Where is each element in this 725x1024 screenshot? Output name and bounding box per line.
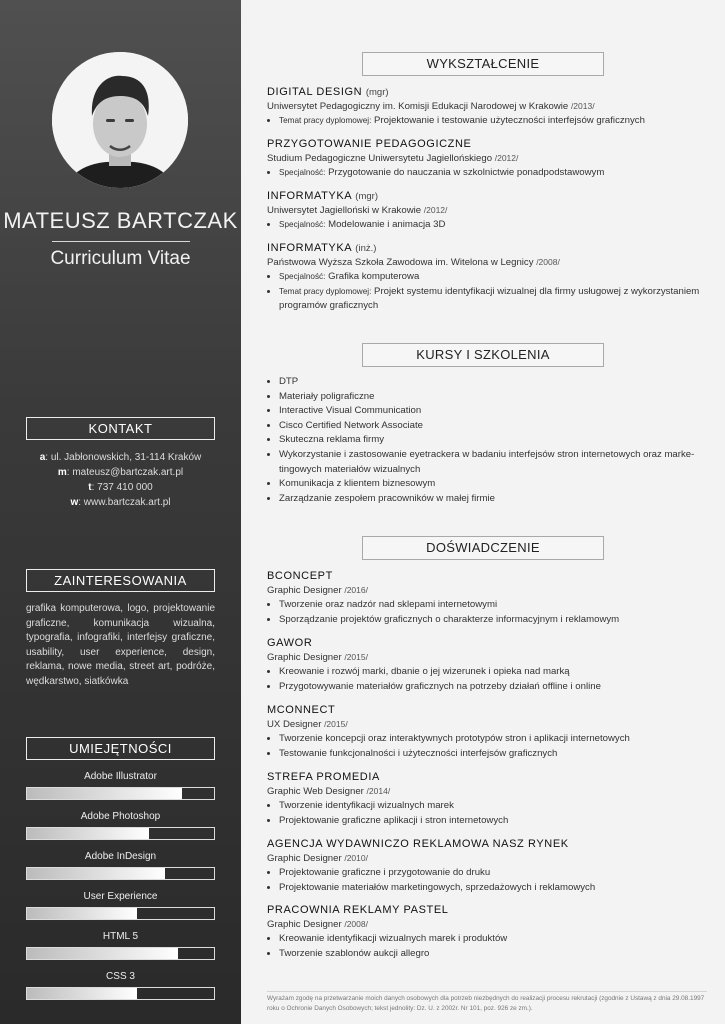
name-divider bbox=[52, 241, 190, 242]
company-name: PRACOWNIA REKLAMY PASTEL bbox=[267, 904, 449, 916]
job-role: Graphic Designer bbox=[267, 919, 342, 930]
job-duty: • Tworzenie oraz nadzór nad sklepami internetowymi bbox=[279, 598, 707, 613]
education-title: INFORMATYKA bbox=[267, 242, 352, 254]
contact-value[interactable]: : www.bartczak.art.pl bbox=[78, 497, 171, 508]
contact-key: m bbox=[57, 467, 67, 478]
education-year: /2012/ bbox=[423, 205, 448, 215]
contact-value[interactable]: : 737 410 000 bbox=[91, 482, 153, 493]
education-degree: (inż.) bbox=[355, 243, 377, 254]
company-name: BCONCEPT bbox=[267, 570, 333, 582]
experience-heading: DOŚWIADCZENIE bbox=[362, 536, 604, 560]
skill-bar-fill bbox=[27, 868, 165, 879]
education-year: /2012/ bbox=[494, 153, 519, 163]
contact-key: w bbox=[70, 497, 79, 508]
courses-list bbox=[267, 375, 707, 506]
skill-bar-fill bbox=[27, 948, 178, 959]
job-duty: • Tworzenie koncepcji oraz interaktywnych prototypów stron i aplikacji internetowych bbox=[279, 732, 707, 747]
education-school: Uniwersytet Jagielloński w Krakowie bbox=[267, 205, 422, 216]
contact-value: : ul. Jabłonowskich, 31-114 Kraków bbox=[45, 452, 202, 463]
course-item: • Zarządzanie zespołem pracowników w małej firmie bbox=[279, 492, 707, 507]
skill-label: Adobe Photoshop bbox=[80, 811, 161, 822]
job-role: Graphic Web Designer bbox=[267, 786, 364, 797]
company-name: STREFA PROMEDIA bbox=[267, 771, 380, 783]
experience-entry bbox=[267, 637, 707, 694]
education-detail: • Temat pracy dyplomowej: Projektowanie i testowanie użyteczności interfejsów graficznych bbox=[279, 114, 707, 129]
job-duty: • Projektowanie materiałów marketingowych, sprzedażowych i reklamowych bbox=[279, 881, 707, 896]
skill-bar bbox=[26, 787, 215, 800]
job-duty: • Projektowanie graficzne aplikacji i stron internetowych bbox=[279, 814, 707, 829]
skill-bar-fill bbox=[27, 828, 149, 839]
person-name: MATEUSZ BARTCZAK bbox=[3, 208, 238, 233]
interests-text: grafika komputerowa, logo, projektowanie graficzne, komunikacja wizualna, typografia, infografiki, interfejsy graficzne, usability, user experience, design, reklama, nowe media, street art, podróże, wędkarstwo, siatkówka bbox=[26, 603, 215, 687]
courses-heading: KURSY I SZKOLENIA bbox=[362, 343, 604, 367]
skill-label: Adobe InDesign bbox=[84, 851, 157, 862]
contact-key: a bbox=[39, 452, 46, 463]
job-role: Graphic Designer bbox=[267, 585, 342, 596]
portrait-avatar-icon bbox=[52, 52, 188, 188]
job-year: /2010/ bbox=[344, 853, 368, 863]
skills-heading: UMIEJĘTNOŚCI bbox=[26, 737, 215, 760]
contact-list bbox=[0, 450, 241, 510]
education-entry bbox=[267, 190, 707, 233]
education-entry bbox=[267, 138, 707, 181]
education-school: Studium Pedagogiczne Uniwersytetu Jagiellońskiego bbox=[267, 153, 493, 164]
contact-email[interactable] bbox=[0, 465, 241, 480]
company-name: MCONNECT bbox=[267, 704, 336, 716]
skill-bar bbox=[26, 947, 215, 960]
course-item: • Wykorzystanie i zastosowanie eyetrackera w badaniu interfejsów stron internetowych oraz marke- tingowych materiałów wizualnych bbox=[279, 448, 707, 477]
skill-label: Adobe Illustrator bbox=[84, 771, 157, 782]
education-detail: • Specjalność: Przygotowanie do nauczania w szkolnictwie ponadpodstawowym bbox=[279, 166, 707, 181]
course-item: • DTP bbox=[279, 375, 707, 390]
interests-heading: ZAINTERESOWANIA bbox=[26, 569, 215, 592]
contact-website[interactable] bbox=[0, 495, 241, 510]
experience-entry bbox=[267, 838, 707, 895]
contact-heading: KONTAKT bbox=[26, 417, 215, 440]
skill-bar bbox=[26, 867, 215, 880]
job-role: Graphic Designer bbox=[267, 853, 342, 864]
course-item: • Komunikacja z klientem biznesowym bbox=[279, 477, 707, 492]
skill-label: User Experience bbox=[83, 891, 158, 902]
job-duty: • Przygotowywanie materiałów graficznych na potrzeby działań offline i online bbox=[279, 680, 707, 695]
job-duty: • Tworzenie identyfikacji wizualnych marek bbox=[279, 799, 707, 814]
footer-divider bbox=[267, 991, 707, 992]
education-detail: • Temat pracy dyplomowej: Projekt systemu identyfikacji wizualnej dla firmy usługowej z wykorzystaniem programów graficznych bbox=[279, 285, 707, 314]
gdpr-consent-note: Wyrażam zgodę na przetwarzanie moich danych osobowych dla potrzeb niezbędnych do realizacji procesu rekrutacji (zgodnie z Ustawą z dnia 29.08.1997 roku o Ochronie Danych Osobowych; tekst jednolity: Dz. U. z 2002r. Nr 101, poz. 926 ze zm.). bbox=[267, 995, 705, 1012]
course-item: • Skuteczna reklama firmy bbox=[279, 433, 707, 448]
skill-bar bbox=[26, 827, 215, 840]
experience-entry bbox=[267, 704, 707, 761]
cv-subtitle: Curriculum Vitae bbox=[50, 248, 191, 269]
sidebar bbox=[0, 0, 241, 1024]
job-year: /2015/ bbox=[344, 652, 368, 662]
education-detail: • Specjalność: Modelowanie i animacja 3D bbox=[279, 218, 707, 233]
course-item: • Cisco Certified Network Associate bbox=[279, 419, 707, 434]
experience-entry bbox=[267, 904, 707, 961]
job-duty: • Projektowanie graficzne i przygotowanie do druku bbox=[279, 866, 707, 881]
skill-bar bbox=[26, 987, 215, 1000]
experience-entry bbox=[267, 570, 707, 627]
job-duty: • Kreowanie i rozwój marki, dbanie o jej wizerunek i opieka nad marką bbox=[279, 665, 707, 680]
education-school: Państwowa Wyższa Szkoła Zawodowa im. Witelona w Legnicy bbox=[267, 257, 534, 268]
job-duty: • Kreowanie identyfikacji wizualnych marek i produktów bbox=[279, 932, 707, 947]
education-degree: (mgr) bbox=[355, 191, 378, 202]
job-year: /2016/ bbox=[344, 585, 368, 595]
skill-bar-fill bbox=[27, 988, 137, 999]
contact-key: t bbox=[88, 482, 92, 493]
skill-label: HTML 5 bbox=[102, 931, 139, 942]
education-year: /2013/ bbox=[570, 101, 595, 111]
contact-address bbox=[0, 450, 241, 465]
skill-bar bbox=[26, 907, 215, 920]
profile-photo bbox=[52, 52, 188, 188]
main-content bbox=[241, 0, 725, 1024]
education-degree: (mgr) bbox=[365, 87, 389, 98]
education-year: /2008/ bbox=[536, 257, 560, 267]
job-duty: • Sporządzanie projektów graficznych o charakterze informacyjnym i reklamowym bbox=[279, 613, 707, 628]
contact-phone[interactable] bbox=[0, 480, 241, 495]
course-item: • Interactive Visual Communication bbox=[279, 404, 707, 419]
job-duty: • Tworzenie szablonów aukcji allegro bbox=[279, 947, 707, 962]
education-entry bbox=[267, 242, 707, 314]
course-item: • Materiały poligraficzne bbox=[279, 390, 707, 405]
education-title: INFORMATYKA bbox=[267, 190, 352, 202]
job-year: /2015/ bbox=[324, 719, 348, 729]
education-heading: WYKSZTAŁCENIE bbox=[362, 52, 604, 76]
education-entry bbox=[267, 86, 707, 129]
job-role: Graphic Designer bbox=[267, 652, 342, 663]
job-year: /2014/ bbox=[366, 786, 391, 796]
job-year: /2008/ bbox=[344, 919, 368, 929]
skill-bar-fill bbox=[27, 788, 182, 799]
company-name: GAWOR bbox=[267, 637, 313, 649]
contact-value[interactable]: : mateusz@bartczak.art.pl bbox=[66, 467, 184, 478]
company-name: AGENCJA WYDAWNICZO REKLAMOWA NASZ RYNEK bbox=[267, 838, 569, 850]
skill-bar-fill bbox=[27, 908, 137, 919]
job-role: UX Designer bbox=[267, 719, 322, 730]
education-detail: • Specjalność: Grafika komputerowa bbox=[279, 270, 707, 285]
education-title: DIGITAL DESIGN bbox=[267, 86, 363, 98]
education-title: PRZYGOTOWANIE PEDAGOGICZNE bbox=[267, 138, 472, 150]
experience-entry bbox=[267, 771, 707, 828]
skill-label: CSS 3 bbox=[106, 971, 135, 982]
education-school: Uniwersytet Pedagogiczny im. Komisji Edukacji Narodowej w Krakowie bbox=[267, 101, 569, 112]
job-duty: • Testowanie funkcjonalności i użyteczności interfejsów graficznych bbox=[279, 747, 707, 762]
